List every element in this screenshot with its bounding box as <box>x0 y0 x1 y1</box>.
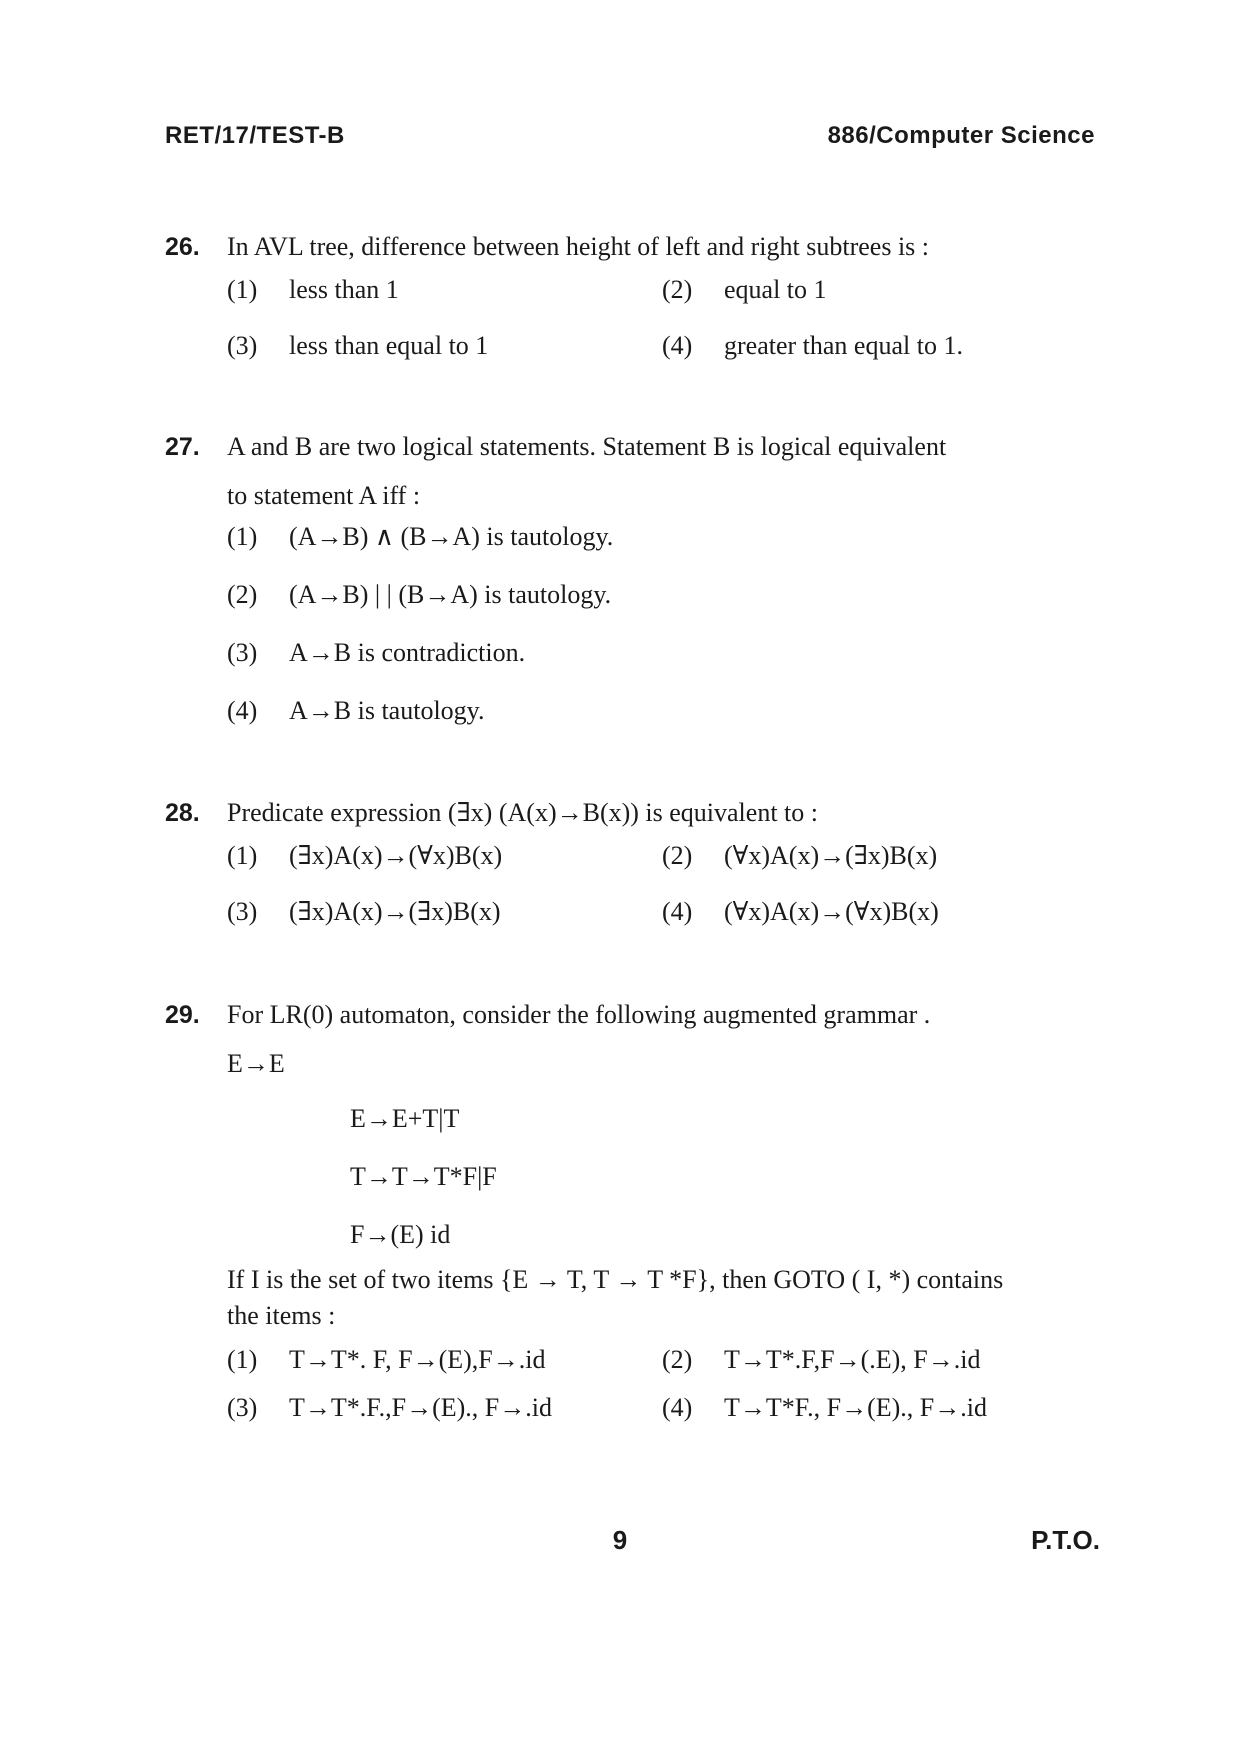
question-27 <box>165 422 1095 760</box>
option-3 <box>227 638 525 668</box>
option-2 <box>662 841 937 871</box>
grammar-rule: F→(E) id <box>350 1220 451 1249</box>
question-28 <box>165 788 1095 957</box>
options <box>227 520 1095 760</box>
question-text-continued: to statement A iff : <box>227 481 421 510</box>
header-subject: 886/Computer Science <box>827 122 1095 149</box>
page-number: 9 <box>612 1525 628 1555</box>
option-2 <box>662 275 827 305</box>
option-4 <box>662 897 939 927</box>
option-text: greater than equal to 1. <box>724 331 963 360</box>
option-2 <box>662 1345 980 1375</box>
question-number: 26. <box>165 233 200 261</box>
question-29 <box>165 990 1095 1088</box>
option-text: T→T*.F,F→(.E), F→.id <box>724 1345 981 1374</box>
option-text: A→B is tautology. <box>289 696 485 725</box>
question-number: 27. <box>165 433 200 461</box>
option-text: (A→B) | | (B→A) is tautology. <box>289 580 612 609</box>
option-text: equal to 1 <box>724 275 827 304</box>
option-1 <box>227 522 613 552</box>
option-text: less than 1 <box>289 275 399 304</box>
option-number: (4) <box>662 897 693 926</box>
question-text: If I is the set of two items {E → T, T → T *F}, then GOTO ( I, *) contains <box>227 1265 1004 1294</box>
option-text: T→T*.F.,F→(E)., F→.id <box>289 1393 552 1422</box>
option-text: T→T*. F, F→(E),F→.id <box>289 1345 546 1374</box>
question-text: In AVL tree, difference between height of left and right subtrees is : <box>227 232 930 261</box>
option-text: (A→B) ∧ (B→A) is tautology. <box>289 522 614 551</box>
question-29-text-continued <box>227 1262 1107 1334</box>
option-number: (3) <box>227 638 258 667</box>
options <box>227 271 1095 381</box>
header-test-code: RET/17/TEST-B <box>165 122 345 149</box>
option-number: (4) <box>227 696 258 725</box>
option-4 <box>227 696 484 726</box>
option-number: (3) <box>227 1393 258 1422</box>
option-number: (4) <box>662 331 693 360</box>
grammar-rule: E→E+T|T <box>350 1104 460 1133</box>
option-number: (2) <box>662 275 693 304</box>
grammar-start-rule: E→E <box>227 1049 285 1078</box>
option-text: (∀x)A(x)→(∃x)B(x) <box>724 841 938 870</box>
grammar-rule: T→T→T*F|F <box>350 1162 497 1191</box>
option-2 <box>227 580 611 610</box>
question-number: 28. <box>165 799 200 827</box>
question-text: Predicate expression (∃x) (A(x)→B(x)) is equivalent to : <box>227 798 818 827</box>
option-number: (2) <box>662 841 693 870</box>
please-turn-over: P.T.O. <box>1031 1525 1100 1555</box>
option-3 <box>227 1393 552 1423</box>
question-text: A and B are two logical statements. Statement B is logical equivalent <box>227 432 947 461</box>
option-number: (3) <box>227 331 258 360</box>
grammar-productions <box>350 1090 497 1264</box>
option-number: (3) <box>227 897 258 926</box>
question-number: 29. <box>165 1001 200 1029</box>
option-1 <box>227 841 502 871</box>
option-text: (∃x)A(x)→(∀x)B(x) <box>289 841 503 870</box>
question-text: the items : <box>227 1301 336 1330</box>
option-text: (∀x)A(x)→(∀x)B(x) <box>724 897 939 926</box>
option-text: A→B is contradiction. <box>289 638 526 667</box>
question-26 <box>165 222 1095 381</box>
option-text: less than equal to 1 <box>289 331 489 360</box>
option-text: T→T*F., F→(E)., F→.id <box>724 1393 987 1422</box>
option-4 <box>662 331 963 361</box>
options <box>227 837 1095 957</box>
option-number: (1) <box>227 275 258 304</box>
option-number: (1) <box>227 522 258 551</box>
option-1 <box>227 275 399 305</box>
option-number: (4) <box>662 1393 693 1422</box>
option-number: (2) <box>662 1345 693 1374</box>
option-number: (2) <box>227 580 258 609</box>
option-number: (1) <box>227 841 258 870</box>
option-3 <box>227 897 501 927</box>
option-4 <box>662 1393 987 1423</box>
option-text: (∃x)A(x)→(∃x)B(x) <box>289 897 501 926</box>
option-1 <box>227 1345 545 1375</box>
option-number: (1) <box>227 1345 258 1374</box>
option-3 <box>227 331 488 361</box>
question-text: For LR(0) automaton, consider the following augmented grammar . <box>227 1000 931 1029</box>
